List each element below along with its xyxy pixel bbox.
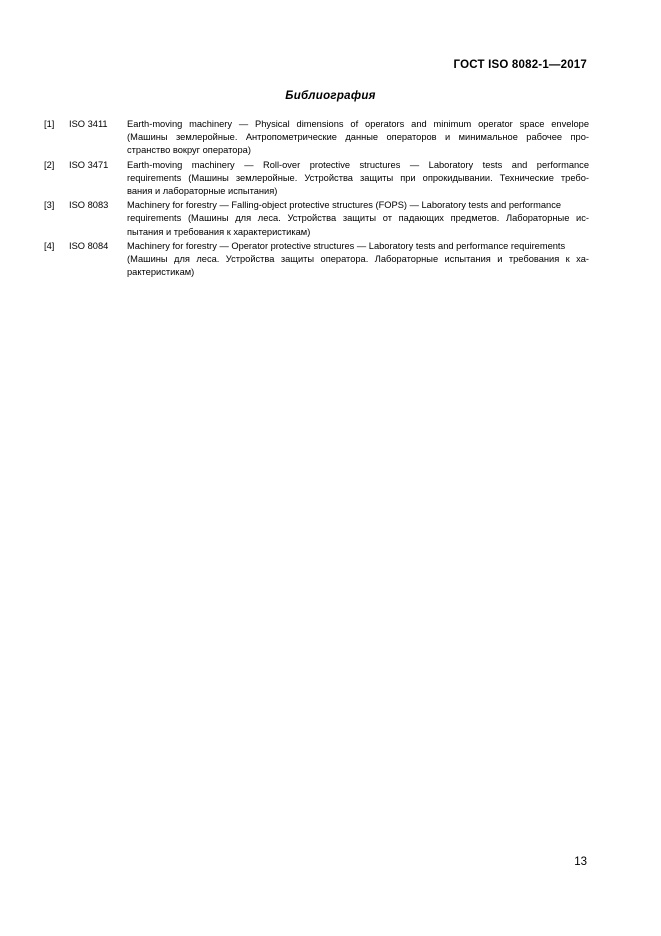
entry-line: Earth-moving machinery — Physical dimensions of operators and minimum operator space envelope [127,119,589,129]
entry-line: Machinery for forestry — Falling-object protective structures (FOPS) — Laboratory tests and performance [127,200,562,211]
entry-reference: ISO 8084 [69,240,109,251]
page-title: Библиография [285,90,376,102]
entry-number: [1] [44,119,55,129]
bibliography-list [44,118,589,280]
entry-line: вания и лабораторные испытания) [127,186,278,197]
entry-line: Machinery for forestry — Operator protective structures — Laboratory tests and performance requirements [127,240,566,251]
entry-number: [4] [44,240,55,251]
entry-line: (Машины для леса. Устройства защиты оператора. Лабораторные испытания и требования к ха- [127,254,589,265]
entry-number: [2] [44,159,55,170]
entry-reference: ISO 8083 [69,200,109,211]
entry-line: requirements (Машины землеройные. Устройства защиты при опрокидывании. Технические требо- [127,172,589,183]
entry-line: requirements (Машины для леса. Устройства защиты от падающих предметов. Лабораторные ис- [127,213,589,224]
entry-line: Earth-moving machinery — Roll-over protective structures — Laboratory tests and performance [127,159,589,170]
list-item [44,240,589,280]
entry-text [127,240,589,280]
page-header-standard-id: ГОСТ ISO 8082-1—2017 [453,59,587,71]
list-item [44,118,589,158]
entry-number: [3] [44,200,55,211]
entry-line: странство вокруг оператора) [127,145,251,156]
entry-line: пытания и требования к характеристикам) [127,226,311,237]
entry-text [127,199,589,239]
list-item [44,199,589,239]
entry-line: рактеристикам) [127,267,195,278]
page-number: 13 [574,856,587,868]
entry-text [127,118,589,158]
entry-line: (Машины землеройные. Антропометрические данные операторов и минимальное рабочее про- [127,132,589,143]
entry-reference: ISO 3411 [69,119,108,129]
entry-reference: ISO 3471 [69,159,109,170]
entry-text [127,159,589,199]
list-item [44,159,589,199]
